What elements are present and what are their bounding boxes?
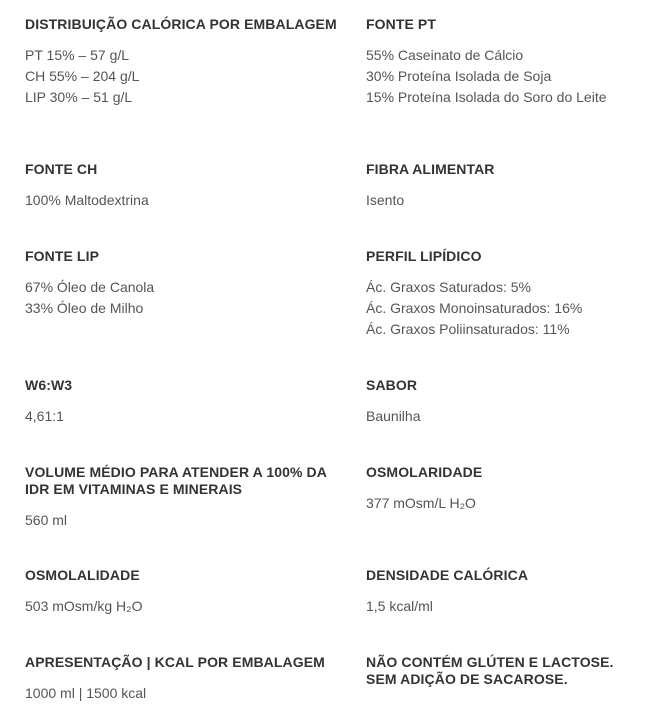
spec-osmolaridade [366, 464, 656, 514]
spec-value: Baunilha [366, 408, 421, 424]
spec-fonte-ch [25, 161, 345, 211]
spec-values [366, 277, 656, 340]
spec-values [25, 406, 345, 427]
spec-value: Ác. Graxos Poliinsaturados: 11% [366, 321, 570, 337]
spec-title: APRESENTAÇÃO | KCAL POR EMBALAGEM [25, 654, 325, 670]
spec-value: 1000 ml | 1500 kcal [25, 685, 147, 701]
spec-value: 30% Proteína Isolada de Soja [366, 68, 552, 84]
spec-values [25, 596, 345, 617]
spec-values [366, 406, 656, 427]
spec-value: 15% Proteína Isolada do Soro do Leite [366, 89, 607, 105]
spec-value: 67% Óleo de Canola [25, 279, 155, 295]
spec-value: 100% Maltodextrina [25, 192, 149, 208]
spec-nao-contem-gluten [366, 654, 656, 688]
spec-title: W6:W3 [25, 377, 73, 393]
spec-osmolalidade [25, 567, 345, 617]
spec-title: FONTE PT [366, 16, 437, 32]
spec-title: FIBRA ALIMENTAR [366, 161, 495, 177]
spec-value: Ác. Graxos Monoinsaturados: 16% [366, 300, 583, 316]
spec-w6-w3 [25, 377, 345, 427]
spec-title: DISTRIBUIÇÃO CALÓRICA POR EMBALAGEM [25, 16, 337, 32]
spec-fonte-pt [366, 16, 656, 108]
spec-volume-medio [25, 464, 345, 531]
spec-title: FONTE LIP [25, 248, 100, 264]
spec-title: PERFIL LIPÍDICO [366, 248, 482, 264]
spec-title: DENSIDADE CALÓRICA [366, 567, 529, 583]
spec-title: NÃO CONTÉM GLÚTEN E LACTOSE. SEM ADIÇÃO DE SACAROSE. [366, 654, 614, 687]
spec-apresentacao [25, 654, 345, 704]
spec-fonte-lip [25, 248, 345, 319]
spec-title: OSMOLARIDADE [366, 464, 483, 480]
spec-value: 4,61:1 [25, 408, 64, 424]
spec-values [25, 510, 345, 531]
spec-sabor [366, 377, 656, 427]
spec-value: 503 mOsm/kg H₂O [25, 598, 143, 614]
spec-title: FONTE CH [25, 161, 98, 177]
spec-value: Isento [366, 192, 405, 208]
spec-fibra-alimentar [366, 161, 656, 211]
spec-value: CH 55% – 204 g/L [25, 68, 140, 84]
spec-values [366, 190, 656, 211]
spec-value: 560 ml [25, 512, 68, 528]
spec-values [25, 683, 345, 704]
spec-title: OSMOLALIDADE [25, 567, 140, 583]
spec-values [366, 45, 656, 108]
spec-densidade-calorica [366, 567, 656, 617]
spec-perfil-lipidico [366, 248, 656, 340]
spec-value: 377 mOsm/L H₂O [366, 495, 476, 511]
spec-value: LIP 30% – 51 g/L [25, 89, 133, 105]
spec-distribuicao-calorica [25, 16, 345, 108]
spec-values [25, 277, 345, 319]
spec-values [25, 45, 345, 108]
spec-value: 55% Caseinato de Cálcio [366, 47, 524, 63]
spec-values [366, 596, 656, 617]
spec-value: 1,5 kcal/ml [366, 598, 433, 614]
spec-value: Ác. Graxos Saturados: 5% [366, 279, 531, 295]
spec-title: VOLUME MÉDIO PARA ATENDER A 100% DA IDR EM VITAMINAS E MINERAIS [25, 464, 327, 497]
spec-value: 33% Óleo de Milho [25, 300, 144, 316]
spec-title: SABOR [366, 377, 418, 393]
spec-values [366, 493, 656, 514]
spec-values [25, 190, 345, 211]
spec-value: PT 15% – 57 g/L [25, 47, 130, 63]
